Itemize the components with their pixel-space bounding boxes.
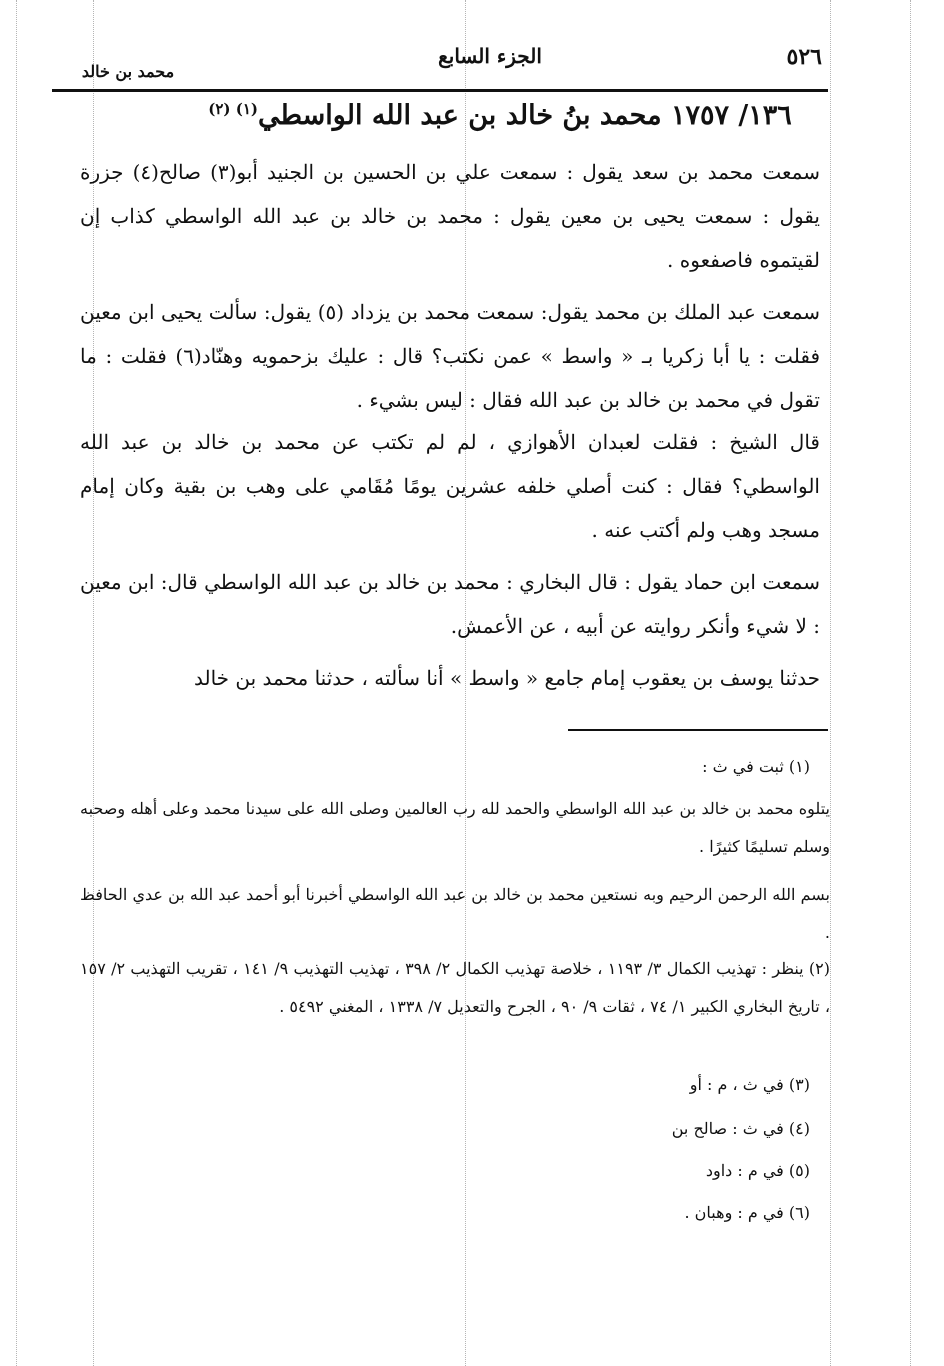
entry-title-text: ١٣٦/ ١٧٥٧ محمد بنُ خالد بن عبد الله الواسطي [258, 100, 792, 131]
margin-dotted-line [830, 0, 831, 1366]
running-title: محمد بن خالد [81, 62, 175, 81]
footnote-1-text: بسم الله الرحمن الرحيم وبه نستعين محمد بن خالد بن عبد الله الواسطي أخبرنا أبو أحمد عبد الله بن عدي الحافظ . [80, 885, 830, 942]
footnote-1-heading: (١) ثبت في ث : [702, 757, 810, 776]
body-paragraph: قال الشيخ : فقلت لعبدان الأهوازي ، لم لم تكتب عن محمد بن خالد بن عبد الله الواسطي؟ فقال : كنت أصلي خلفه عشرين يومًا مُقَامي على وهب بن بقية وكان إمام مسجد وهب ولم أكتب عنه . [80, 430, 820, 542]
footnote-rule [568, 729, 828, 731]
page-number: ٥٢٦ [786, 44, 822, 70]
footnote-3: (٣) في ث ، م : أو [689, 1075, 810, 1094]
footnote-5: (٥) في م : داود [705, 1161, 810, 1180]
footnote-6: (٦) في م : وهبان . [684, 1203, 810, 1222]
body-paragraph: سمعت محمد بن سعد يقول : سمعت علي بن الحسين بن الجنيد أبو(٣) صالح(٤) جزرة يقول : سمعت يحيى بن معين يقول : محمد بن خالد بن عبد الله الواسطي كذاب إن لقيتموه فاصفعوه . [80, 160, 820, 272]
entry-title [150, 100, 850, 131]
body-paragraph: سمعت عبد الملك بن محمد يقول: سمعت محمد بن يزداد (٥) يقول: سألت يحيى ابن معين فقلت : يا أبا زكريا بـ « واسط » عمن نكتب؟ قال : عليك بزحمويه وهنّاد(٦) فقلت : ما تقول في محمد بن خالد بن عبد الله فقال : ليس بشيء . [80, 300, 821, 412]
margin-dotted-line [16, 0, 17, 1366]
footnote-4: (٤) في ث : صالح بن [671, 1119, 810, 1138]
body-paragraph: حدثنا يوسف بن يعقوب إمام جامع « واسط » أنا سألته ، حدثنا محمد بن خالد [193, 666, 820, 690]
footnote-2: (٢) ينظر : تهذيب الكمال ٣/ ١١٩٣ ، خلاصة تهذيب الكمال ٢/ ٣٩٨ ، تهذيب التهذيب ٩/ ١٤١ ، تقريب التهذيب ٢/ ١٥٧ ، تاريخ البخاري الكبير ١/ ٧٤ ، ثقات ٩/ ٩٠ ، الجرح والتعديل ٧/ ١٣٣٨ ، المغني ٥٤٩٢ . [80, 959, 830, 1016]
body-paragraph: سمعت ابن حماد يقول : قال البخاري : محمد بن خالد بن عبد الله الواسطي قال: ابن معين : لا شيء وأنكر روايته عن أبيه ، عن الأعمش. [80, 570, 820, 638]
header-rule [52, 89, 828, 92]
volume-part: الجزء السابع [438, 44, 542, 68]
entry-title-notes: (١) (٢) [208, 100, 258, 118]
footnote-1-text: يتلوه محمد بن خالد بن عبد الله الواسطي والحمد لله رب العالمين وصلى الله على سيدنا محمد وعلى أهله وصحبه وسلم تسليمًا كثيرًا . [80, 799, 830, 856]
margin-dotted-line [910, 0, 911, 1366]
